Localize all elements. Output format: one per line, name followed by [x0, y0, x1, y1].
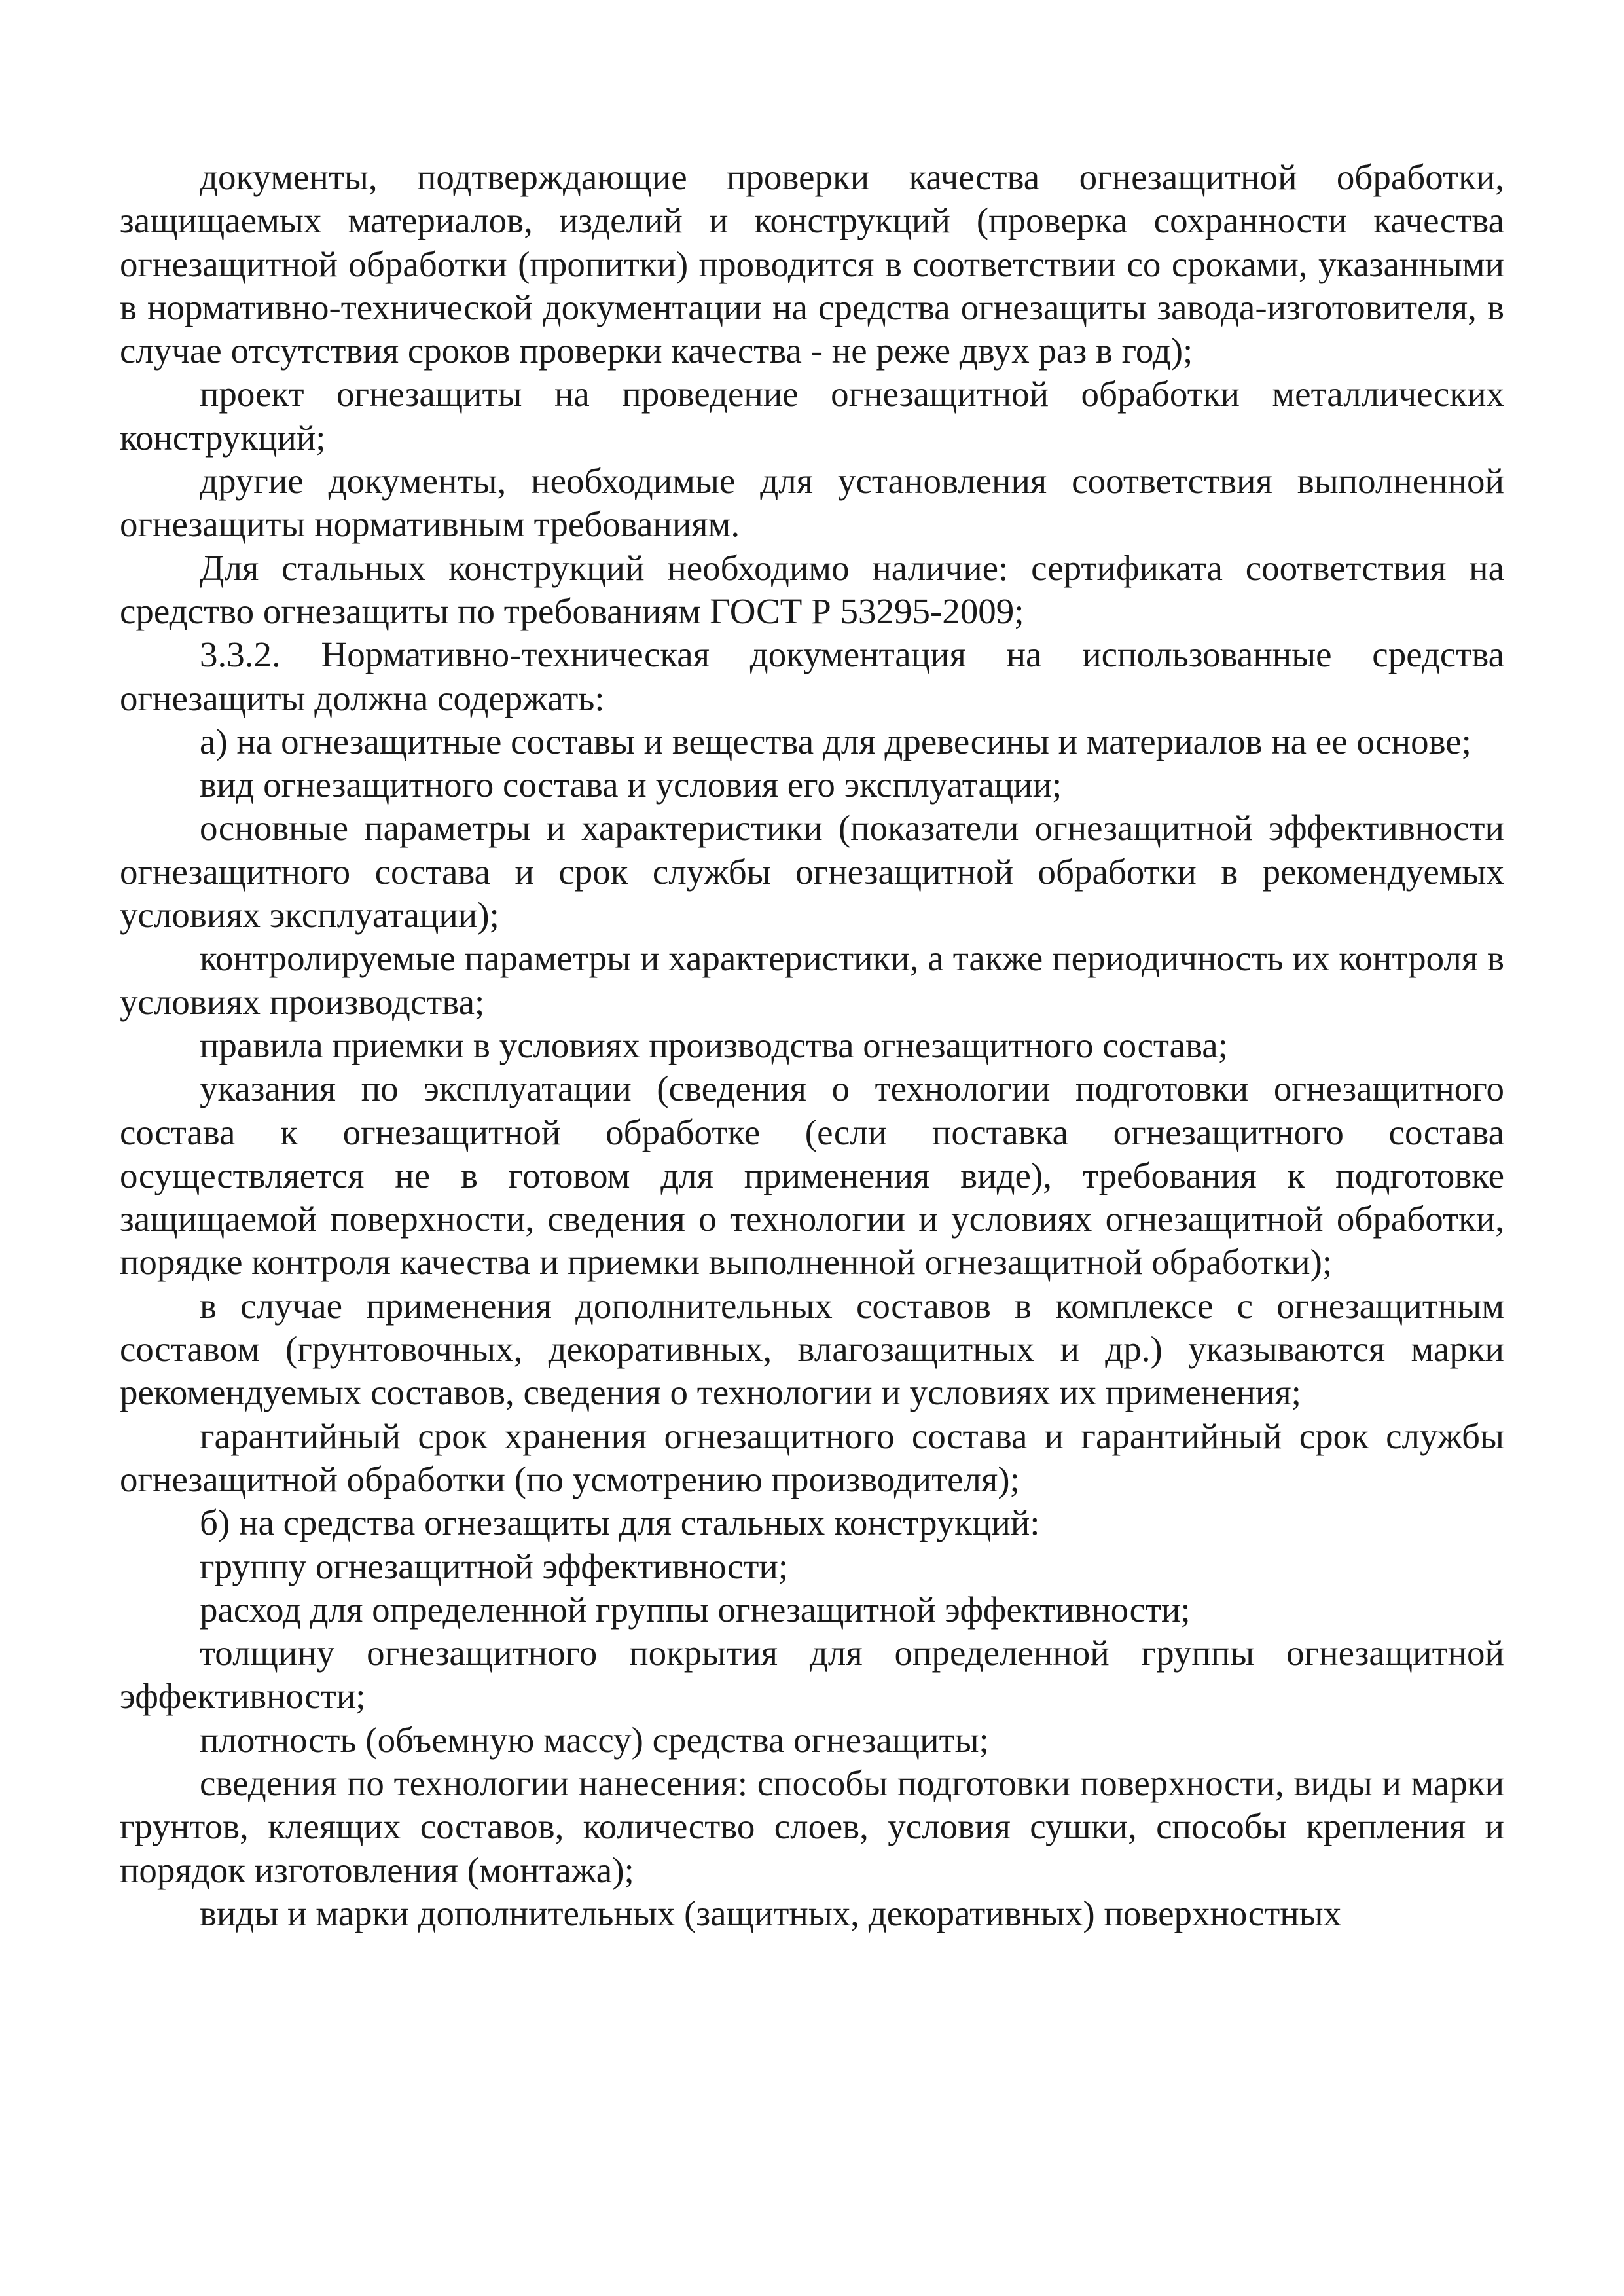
paragraph-steel-certificate: Для стальных конструкций необходимо наличие: сертификата соответствия на средство огнезащиты по требованиям ГОСТ Р 53295-2009; — [120, 547, 1504, 631]
paragraph-main-parameters: основные параметры и характеристики (показатели огнезащитной эффективности огнезащитного состава и срок службы огнезащитной обработки в рекомендуемых условиях эксплуатации); — [120, 808, 1504, 936]
paragraph-section-3-3-2: 3.3.2. Нормативно-техническая документация на использованные средства огнезащиты должна содержать: — [120, 634, 1504, 718]
paragraph-additional-compositions: в случае применения дополнительных составов в комплексе с огнезащитным составом (грунтовочных, декоративных, влагозащитных и др.) указываются марки рекомендуемых составов, сведения о технологии и условиях их применения; — [120, 1285, 1504, 1413]
paragraph-fireproofing-project: проект огнезащиты на проведение огнезащитной обработки металлических конструкций; — [120, 374, 1504, 458]
paragraph-additional-coatings: виды и марки дополнительных (защитных, декоративных) поверхностных — [200, 1893, 1342, 1933]
paragraph-application-technology: сведения по технологии нанесения: способы подготовки поверхности, виды и марки грунтов, клеящих составов, количество слоев, условия сушки, способы крепления и порядок изготовления (монтажа); — [120, 1762, 1504, 1890]
paragraph-density: плотность (объемную массу) средства огнезащиты; — [200, 1719, 989, 1760]
paragraph-controlled-parameters: контролируемые параметры и характеристики, а также периодичность их контроля в условиях производства; — [120, 938, 1504, 1022]
paragraph-consumption: расход для определенной группы огнезащитной эффективности; — [200, 1589, 1191, 1630]
paragraph-documents-quality-checks: документы, подтверждающие проверки качества огнезащитной обработки, защищаемых материалов, изделий и конструкций (проверка сохранности качества огнезащитной обработки (пропитки) проводится в соответствии со сроками, указанными в нормативно-технической документации на средства огнезащиты завода-изготовителя, в случае отсутствия сроков проверки качества - не реже двух раз в год); — [120, 157, 1504, 371]
document-page — [120, 156, 1504, 1935]
paragraph-efficiency-group: группу огнезащитной эффективности; — [200, 1546, 789, 1586]
paragraph-other-documents: другие документы, необходимые для установления соответствия выполненной огнезащиты нормативным требованиям. — [120, 461, 1504, 545]
paragraph-warranty: гарантийный срок хранения огнезащитного состава и гарантийный срок службы огнезащитной обработки (по усмотрению производителя); — [120, 1415, 1504, 1499]
paragraph-item-a: а) на огнезащитные составы и вещества для древесины и материалов на ее основе; — [200, 721, 1471, 761]
paragraph-item-b: б) на средства огнезащиты для стальных конструкций: — [200, 1503, 1040, 1543]
paragraph-coating-thickness: толщину огнезащитного покрытия для определенной группы огнезащитной эффективности; — [120, 1633, 1504, 1717]
paragraph-operation-instructions: указания по эксплуатации (сведения о технологии подготовки огнезащитного состава к огнезащитной обработке (если поставка огнезащитного состава осуществляется не в готовом для применения виде), требования к подготовке защищаемой поверхности, сведения о технологии и условиях огнезащитной обработки, порядке контроля качества и приемки выполненной огнезащитной обработки); — [120, 1068, 1504, 1283]
paragraph-composition-type: вид огнезащитного состава и условия его эксплуатации; — [200, 765, 1062, 805]
paragraph-acceptance-rules: правила приемки в условиях производства огнезащитного состава; — [200, 1025, 1228, 1065]
